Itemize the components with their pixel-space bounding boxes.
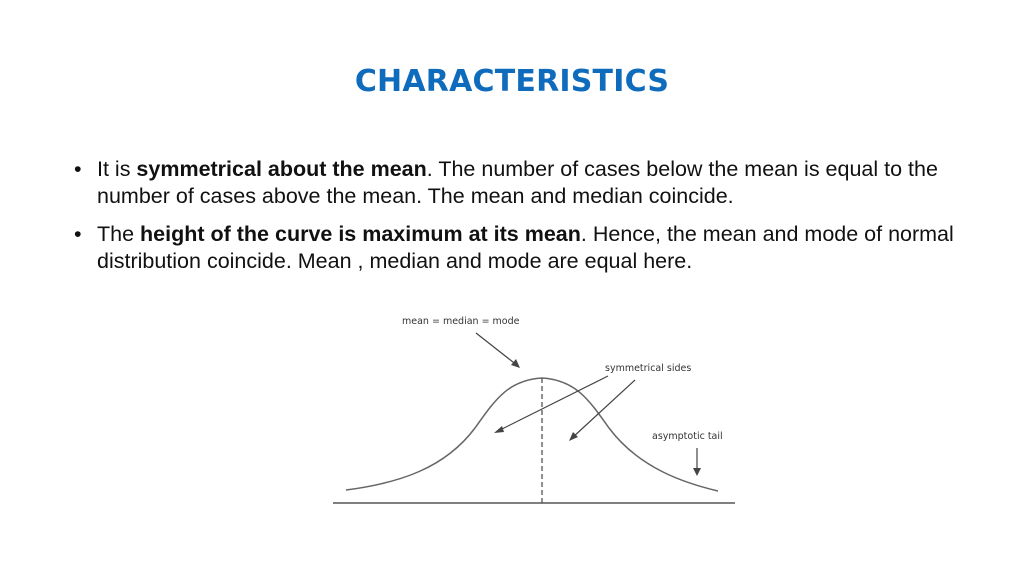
bullet-text-prefix: The: [97, 222, 141, 246]
slide-title: CHARACTERISTICS: [354, 64, 670, 99]
label-asymptotic-tail: asymptotic tail: [652, 431, 723, 442]
bullet-item: [74, 221, 954, 275]
bullet-text-prefix: It is: [97, 157, 137, 181]
bullet-text-suffix: . The number of cases below the mean is equal to the number of cases above the mean. The mean and median coincide.: [97, 157, 938, 208]
sides-arrow-left: [498, 376, 608, 431]
bullet-list: [74, 156, 954, 286]
label-symmetrical-sides: symmetrical sides: [605, 363, 692, 374]
bullet-marker: •: [74, 222, 82, 246]
bullet-marker: •: [74, 157, 82, 181]
bullet-text-bold: height of the curve is maximum at its mean: [140, 222, 581, 246]
label-mean-median-mode: mean = median = mode: [402, 316, 520, 327]
sides-arrowhead-left: [494, 426, 504, 433]
tail-arrowhead: [693, 468, 701, 476]
normal-curve-diagram: [330, 308, 750, 513]
bullet-item: [74, 156, 954, 210]
normal-distribution-figure: [330, 308, 750, 513]
bullet-text-bold: symmetrical about the mean: [136, 157, 427, 181]
center-label-arrow: [476, 333, 518, 366]
center-label-arrowhead: [511, 359, 520, 368]
bullet-text-suffix: . Hence, the mean and mode of normal distribution coincide. Mean , median and mode are equal here.: [97, 222, 954, 273]
